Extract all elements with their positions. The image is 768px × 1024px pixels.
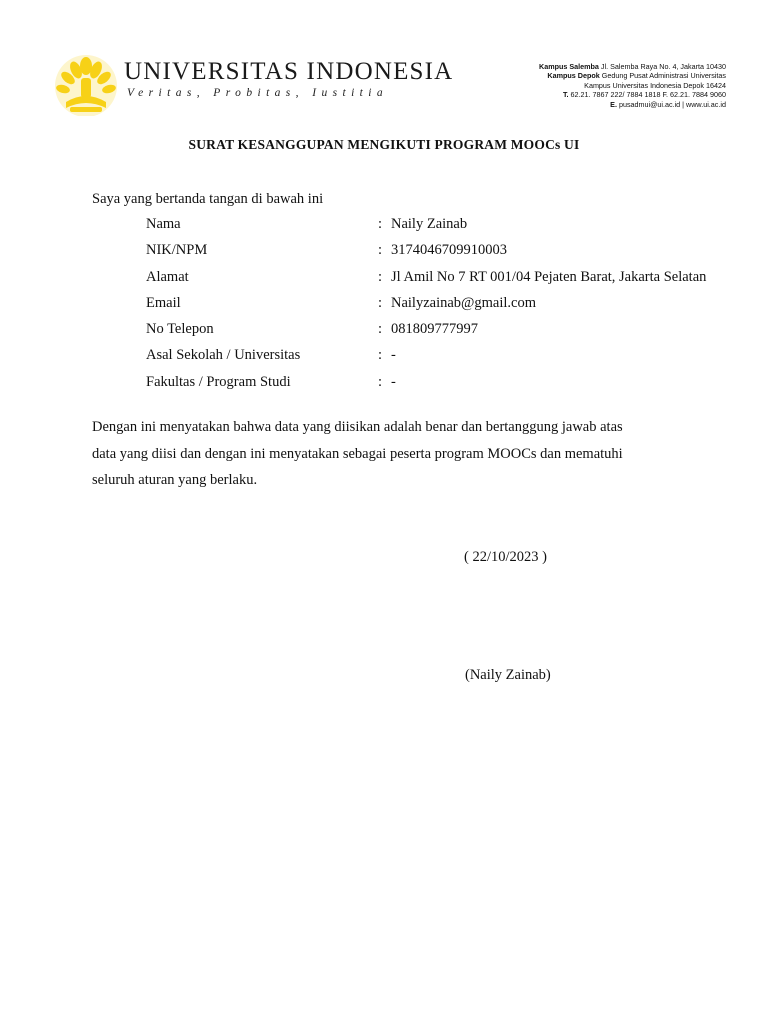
field-colon: : [378, 216, 383, 232]
field-colon: : [378, 321, 383, 338]
field-row-email [146, 295, 746, 321]
field-label: Fakultas / Program Studi [146, 373, 291, 390]
statement-paragraph [92, 414, 692, 494]
field-row-telepon [146, 321, 746, 347]
document-title: SURAT KESANGGUPAN MENGIKUTI PROGRAM MOOCs UI [188, 137, 580, 152]
field-colon: : [378, 347, 383, 364]
field-label: Nama [146, 216, 181, 232]
statement-line: Dengan ini menyatakan bahwa data yang diisikan adalah benar dan bertanggung jawab atas [92, 419, 623, 435]
field-row-nama [146, 216, 746, 242]
field-value: Nailyzainab@gmail.com [391, 294, 537, 311]
field-label: Alamat [146, 268, 189, 285]
field-row-alamat [146, 269, 746, 295]
field-label: Email [146, 294, 181, 311]
contact-line: E. pusadmui@ui.ac.id | www.ui.ac.id [610, 99, 726, 109]
identity-fields [146, 216, 746, 400]
contact-block [486, 62, 726, 109]
makara-ui-logo-icon [52, 52, 120, 116]
signature-date: ( 22/10/2023 ) [464, 549, 547, 565]
field-colon: : [378, 294, 383, 311]
contact-line: Kampus Universitas Indonesia Depok 16424 [584, 80, 726, 90]
field-label: Asal Sekolah / Universitas [146, 347, 301, 364]
contact-line: T. 62.21. 7867 222/ 7884 1818 F. 62.21. 7884 9060 [562, 90, 726, 100]
field-row-asal-sekolah [146, 347, 746, 373]
field-colon: : [378, 242, 383, 259]
contact-line: Kampus Salemba Jl. Salemba Raya No. 4, Jakarta 10430 [539, 62, 726, 71]
field-value: Naily Zainab [391, 216, 468, 232]
field-label: NIK/NPM [146, 242, 208, 259]
field-colon: : [378, 373, 383, 390]
field-colon: : [378, 268, 383, 285]
field-value: 081809777997 [391, 321, 478, 338]
institution-name: UNIVERSITAS INDONESIA [124, 58, 454, 85]
field-row-nik-npm [146, 242, 746, 268]
field-label: No Telepon [146, 321, 214, 338]
intro-text: Saya yang bertanda tangan di bawah ini [92, 191, 324, 207]
statement-line: data yang diisi dan dengan ini menyatakan sebagai peserta program MOOCs dan mematuhi [92, 445, 623, 462]
field-value: 3174046709910003 [391, 242, 507, 259]
field-value: Jl Amil No 7 RT 001/04 Pejaten Barat, Jakarta Selatan [391, 268, 707, 285]
field-value: - [391, 373, 396, 390]
signer-name: (Naily Zainab) [465, 667, 551, 683]
institution-motto: Veritas, Probitas, Iustitia [127, 87, 389, 99]
statement-line: seluruh aturan yang berlaku. [92, 472, 258, 488]
contact-line: Kampus Depok Gedung Pusat Administrasi Universitas [547, 71, 726, 81]
field-row-fakultas [146, 374, 746, 400]
field-value: - [391, 347, 396, 364]
